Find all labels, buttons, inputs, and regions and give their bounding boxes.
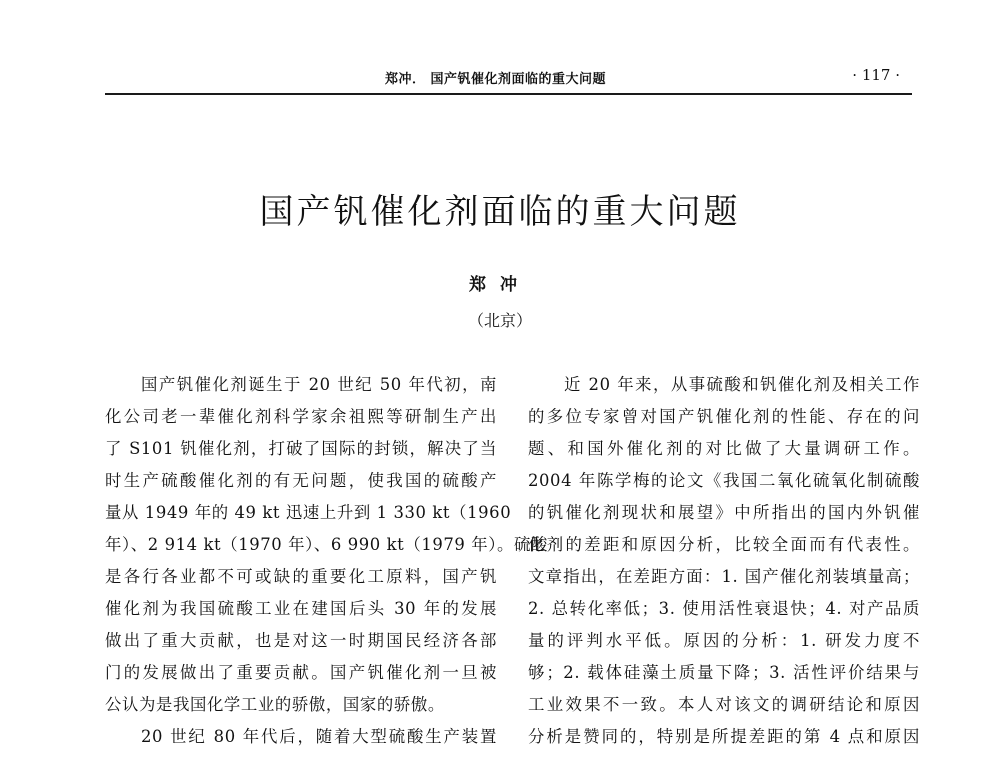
body-line: 时生产硫酸催化剂的有无问题，使我国的硫酸产 — [105, 471, 497, 490]
body-line: 题、和国外催化剂的对比做了大量调研工作。 — [528, 439, 920, 458]
body-line: 是各行各业都不可或缺的重要化工原料，国产钒 — [105, 567, 497, 586]
body-line: 催化剂为我国硫酸工业在建国后头 30 年的发展 — [105, 599, 497, 618]
body-line: 量的评判水平低。原因的分析：1. 研发力度不 — [528, 631, 920, 650]
body-line: 够；2. 载体硅藻土质量下降；3. 活性评价结果与 — [528, 663, 920, 682]
author-name: 郑冲 — [469, 275, 531, 295]
body-line: 公认为是我国化学工业的骄傲，国家的骄傲。 — [105, 695, 445, 714]
body-line: 做出了重大贡献，也是对这一时期国民经济各部 — [105, 631, 497, 650]
body-line: 门的发展做出了重要贡献。国产钒催化剂一旦被 — [105, 663, 497, 682]
body-line: 的钒催化剂现状和展望》中所指出的国内外钒催 — [528, 503, 920, 522]
body-line: 年）、2 914 kt（1970 年）、6 990 kt（1979 年）。硫酸 — [105, 535, 549, 554]
body-line: 20 世纪 80 年代后，随着大型硫酸生产装置 — [141, 727, 497, 746]
body-line: 近 20 年来，从事硫酸和钒催化剂及相关工作 — [564, 375, 920, 394]
body-column-left — [105, 369, 549, 760]
body-line: 化剂的差距和原因分析，比较全面而有代表性。 — [528, 535, 920, 554]
body-line: 的多位专家曾对国产钒催化剂的性能、存在的问 — [528, 407, 920, 426]
body-line: 国产钒催化剂诞生于 20 世纪 50 年代初，南 — [141, 375, 497, 394]
body-line: 化公司老一辈催化剂科学家余祖熙等研制生产出 — [105, 407, 497, 426]
header-rule — [105, 93, 912, 95]
body-column-right — [528, 369, 920, 760]
author-affiliation: （北京） — [467, 311, 532, 330]
page-number: · 117 · — [852, 66, 900, 84]
body-line: 工业效果不一致。本人对该文的调研结论和原因 — [528, 695, 920, 714]
running-header — [105, 64, 912, 90]
body-line: 分析是赞同的，特别是所提差距的第 4 点和原因 — [528, 727, 920, 746]
body-line: 2. 总转化率低；3. 使用活性衰退快；4. 对产品质 — [528, 599, 920, 618]
article-title: 国产钒催化剂面临的重大问题 — [259, 192, 741, 232]
body-line: 了 S101 钒催化剂，打破了国际的封锁，解决了当 — [105, 439, 497, 458]
running-title: 郑冲． 国产钒催化剂面临的重大问题 — [385, 72, 607, 87]
body-line: 2004 年陈学梅的论文《我国二氧化硫氧化制硫酸 — [528, 471, 920, 490]
body-line: 文章指出，在差距方面：1. 国产催化剂装填量高； — [528, 567, 920, 586]
body-line: 量从 1949 年的 49 kt 迅速上升到 1 330 kt（1960 — [105, 503, 512, 522]
